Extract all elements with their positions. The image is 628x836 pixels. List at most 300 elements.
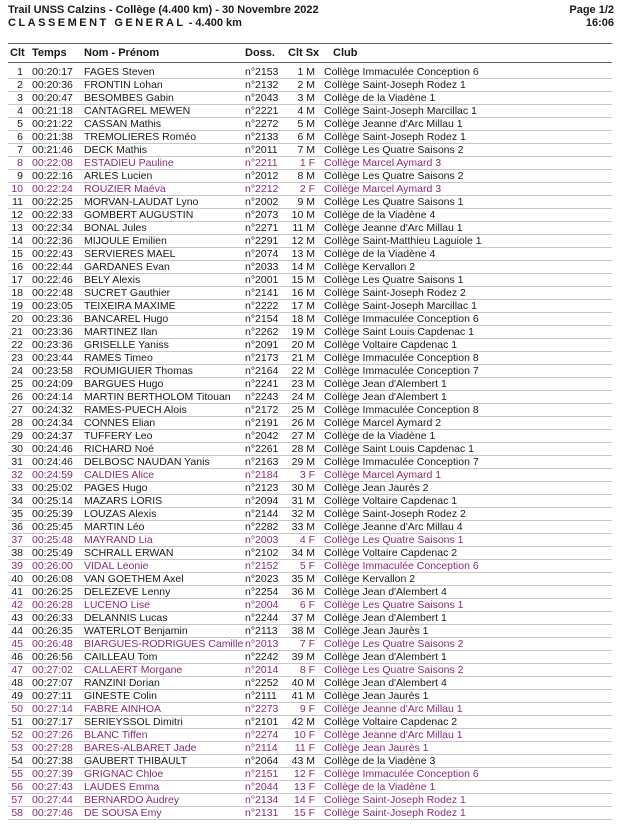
cell-nom: CAILLEAU Tom (84, 651, 158, 663)
cell-temps: 00:22:43 (32, 248, 73, 260)
cell-club: Collège Saint-Joseph Rodez 1 (324, 79, 466, 91)
cell-nom: SERVIERES MAEL (84, 248, 176, 260)
table-row (0, 586, 628, 599)
cell-club: Collège Les Quatre Saisons 1 (324, 599, 464, 611)
cell-temps: 00:22:16 (32, 170, 73, 182)
cell-doss: n°2134 (245, 794, 279, 806)
cell-cltsx: 29 M (291, 456, 315, 468)
cell-nom: BANCAREL Hugo (84, 313, 169, 325)
cell-temps: 00:22:44 (32, 261, 73, 273)
cell-cltsx: 21 M (291, 352, 315, 364)
cell-club: Collège Jeanne d'Arc Millau 4 (324, 521, 463, 533)
cell-temps: 00:27:38 (32, 755, 73, 767)
cell-doss: n°2291 (245, 235, 279, 247)
cell-club: Collège Les Quatre Saisons 2 (324, 664, 464, 676)
cell-nom: WATERLOT Benjamin (84, 625, 188, 637)
cell-club: Collège Saint-Joseph Rodez 1 (324, 794, 466, 806)
cell-clt: 13 (11, 222, 23, 234)
cell-nom: SERIEYSSOL Dimitri (84, 716, 183, 728)
cell-clt: 56 (11, 781, 23, 793)
cell-cltsx: 12 F (293, 768, 315, 780)
table-row (0, 378, 628, 391)
cell-cltsx: 7 M (297, 144, 315, 156)
cell-doss: n°2013 (245, 638, 279, 650)
table-row (0, 612, 628, 625)
cell-nom: SCHRALL ERWAN (84, 547, 174, 559)
table-row (0, 157, 628, 170)
cell-clt: 39 (11, 560, 23, 572)
cell-cltsx: 7 F (299, 638, 315, 650)
cell-club: Collège Les Quatre Saisons 2 (324, 144, 464, 156)
cell-cltsx: 17 M (291, 300, 315, 312)
cell-temps: 00:24:32 (32, 404, 73, 416)
table-row (0, 729, 628, 742)
cell-temps: 00:27:26 (32, 729, 73, 741)
print-time: 16:06 (585, 17, 614, 29)
cell-club: Collège Marcel Aymard 3 (324, 157, 442, 169)
table-row (0, 352, 628, 365)
cell-temps: 00:24:59 (32, 469, 73, 481)
cell-club: Collège Jeanne d'Arc Millau 1 (324, 222, 463, 234)
cell-doss: n°2154 (245, 313, 279, 325)
cell-nom: GINESTE Colin (84, 690, 157, 702)
cell-club: Collège Saint Louis Capdenac 1 (324, 443, 475, 455)
cell-cltsx: 23 M (291, 378, 315, 390)
table-row (0, 716, 628, 729)
cell-clt: 51 (11, 716, 23, 728)
cell-doss: n°2023 (245, 573, 279, 585)
cell-temps: 00:21:22 (32, 118, 73, 130)
table-row (0, 742, 628, 755)
table-row (0, 313, 628, 326)
cell-doss: n°2282 (245, 521, 279, 533)
cell-clt: 22 (11, 339, 23, 351)
table-row (0, 495, 628, 508)
cell-club: Collège Marcel Aymard 2 (324, 417, 442, 429)
cell-temps: 00:25:14 (32, 495, 73, 507)
cell-clt: 17 (11, 274, 23, 286)
cell-cltsx: 36 M (291, 586, 315, 598)
cell-cltsx: 12 M (291, 235, 315, 247)
cell-cltsx: 26 M (291, 417, 315, 429)
cell-clt: 28 (11, 417, 23, 429)
table-row (0, 222, 628, 235)
cell-cltsx: 27 M (291, 430, 315, 442)
cell-cltsx: 11 M (292, 222, 315, 234)
table-row (0, 755, 628, 768)
cell-doss: n°2261 (245, 443, 279, 455)
cell-doss: n°2064 (245, 755, 279, 767)
subtitle-spaced: CLASSEMENT GENERAL (8, 17, 186, 29)
cell-clt: 42 (11, 599, 23, 611)
cell-nom: FABRE AINHOA (84, 703, 162, 715)
cell-temps: 00:26:25 (32, 586, 73, 598)
cell-cltsx: 5 M (297, 118, 315, 130)
cell-clt: 20 (11, 313, 23, 325)
cell-clt: 53 (11, 742, 23, 754)
cell-clt: 52 (11, 729, 23, 741)
cell-doss: n°2274 (245, 729, 279, 741)
col-doss: Doss. (245, 47, 275, 59)
cell-clt: 1 (17, 66, 23, 78)
cell-doss: n°2042 (245, 430, 279, 442)
cell-clt: 14 (11, 235, 23, 247)
cell-doss: n°2131 (245, 807, 279, 819)
cell-temps: 00:27:14 (32, 703, 73, 715)
table-row (0, 118, 628, 131)
cell-nom: CONNES Elian (84, 417, 156, 429)
cell-clt: 30 (11, 443, 23, 455)
cell-doss: n°2091 (245, 339, 279, 351)
cell-temps: 00:27:46 (32, 807, 73, 819)
cell-doss: n°2252 (245, 677, 279, 689)
cell-clt: 32 (11, 469, 23, 481)
cell-nom: FRONTIN Lohan (84, 79, 163, 91)
cell-club: Collège Jean Jaurès 1 (324, 690, 429, 702)
cell-cltsx: 43 M (291, 755, 315, 767)
cell-nom: CANTAGREL MEWEN (84, 105, 191, 117)
cell-club: Collège Kervallon 2 (324, 573, 416, 585)
report-header-right (569, 4, 614, 30)
cell-cltsx: 10 F (293, 729, 315, 741)
cell-nom: BELY Alexis (84, 274, 141, 286)
cell-clt: 6 (17, 131, 23, 143)
cell-nom: CALDIES Alice (84, 469, 155, 481)
table-row (0, 625, 628, 638)
cell-temps: 00:23:05 (32, 300, 73, 312)
cell-temps: 00:25:48 (32, 534, 73, 546)
cell-temps: 00:25:49 (32, 547, 73, 559)
cell-clt: 23 (11, 352, 23, 364)
cell-temps: 00:27:17 (32, 716, 73, 728)
cell-doss: n°2184 (245, 469, 279, 481)
cell-club: Collège Les Quatre Saisons 1 (324, 534, 464, 546)
cell-club: Collège Les Quatre Saisons 1 (324, 196, 464, 208)
cell-nom: DELANNIS Lucas (84, 612, 168, 624)
cell-doss: n°2123 (245, 482, 279, 494)
cell-cltsx: 15 M (291, 274, 315, 286)
cell-doss: n°2094 (245, 495, 279, 507)
report-title: Trail UNSS Calzins - Collège (4.400 km) - 30 Novembre 2022 (8, 4, 319, 16)
page-number: Page 1/2 (569, 4, 614, 16)
table-row (0, 79, 628, 92)
cell-cltsx: 33 M (291, 521, 315, 533)
cell-doss: n°2113 (245, 625, 278, 637)
cell-club: Collège Jean d'Alembert 1 (324, 651, 447, 663)
header-rule-bottom (8, 62, 612, 63)
cell-nom: ESTADIEU Pauline (84, 157, 174, 169)
cell-cltsx: 32 M (291, 508, 315, 520)
table-row (0, 339, 628, 352)
cell-temps: 00:23:58 (32, 365, 73, 377)
cell-temps: 00:22:24 (32, 183, 73, 195)
cell-doss: n°2002 (245, 196, 279, 208)
table-row (0, 209, 628, 222)
table-row (0, 807, 628, 820)
cell-clt: 7 (17, 144, 23, 156)
table-row (0, 66, 628, 79)
cell-clt: 8 (17, 157, 23, 169)
cell-cltsx: 11 F (294, 742, 315, 754)
cell-doss: n°2163 (245, 456, 279, 468)
cell-doss: n°2222 (245, 300, 279, 312)
subtitle-tail: - 4.400 km (188, 17, 242, 29)
table-row (0, 274, 628, 287)
cell-temps: 00:27:43 (32, 781, 73, 793)
cell-doss: n°2073 (245, 209, 279, 221)
cell-club: Collège Immaculée Conception 6 (324, 66, 479, 78)
cell-temps: 00:24:46 (32, 443, 73, 455)
cell-club: Collège Saint-Joseph Rodez 2 (324, 287, 466, 299)
cell-clt: 46 (11, 651, 23, 663)
table-row (0, 638, 628, 651)
cell-cltsx: 8 F (299, 664, 315, 676)
cell-clt: 48 (11, 677, 23, 689)
cell-doss: n°2003 (245, 534, 279, 546)
cell-temps: 00:26:28 (32, 599, 73, 611)
cell-cltsx: 41 M (291, 690, 315, 702)
cell-club: Collège Voltaire Capdenac 2 (324, 547, 458, 559)
cell-nom: LOUZAS Alexis (84, 508, 157, 520)
cell-cltsx: 18 M (291, 313, 315, 325)
cell-doss: n°2241 (245, 378, 279, 390)
cell-club: Collège Jean d'Alembert 1 (324, 378, 447, 390)
cell-clt: 5 (17, 118, 23, 130)
cell-club: Collège Immaculée Conception 8 (324, 352, 479, 364)
cell-cltsx: 38 M (291, 625, 315, 637)
cell-club: Collège Saint-Joseph Rodez 1 (324, 807, 466, 819)
cell-cltsx: 30 M (291, 482, 315, 494)
table-row (0, 573, 628, 586)
table-row (0, 300, 628, 313)
cell-club: Collège Voltaire Capdenac 1 (324, 495, 458, 507)
cell-temps: 00:22:34 (32, 222, 73, 234)
cell-club: Collège Jean d'Alembert 4 (324, 586, 447, 598)
cell-nom: DELBOSC NAUDAN Yanis (84, 456, 210, 468)
col-club: Club (333, 47, 358, 59)
cell-cltsx: 22 M (291, 365, 315, 377)
cell-temps: 00:20:36 (32, 79, 73, 91)
cell-club: Collège Jean d'Alembert 4 (324, 677, 447, 689)
cell-clt: 2 (17, 79, 23, 91)
cell-nom: BIARGUES-RODRIGUES Camille (84, 638, 244, 650)
cell-nom: MIJOULE Emilien (84, 235, 167, 247)
cell-cltsx: 35 M (291, 573, 315, 585)
cell-cltsx: 3 F (299, 469, 315, 481)
cell-club: Collège Jean Jaurès 2 (324, 482, 429, 494)
col-cltsx: Clt Sx (288, 47, 320, 59)
cell-club: Collège Immaculée Conception 6 (324, 560, 479, 572)
cell-doss: n°2221 (245, 105, 279, 117)
table-row (0, 768, 628, 781)
cell-club: Collège Jeanne d'Arc Millau 1 (324, 729, 463, 741)
table-row (0, 430, 628, 443)
cell-doss: n°2152 (245, 560, 279, 572)
cell-temps: 00:25:02 (32, 482, 73, 494)
cell-club: Collège Marcel Aymard 1 (324, 469, 442, 481)
cell-clt: 50 (11, 703, 23, 715)
cell-clt: 9 (17, 170, 23, 182)
table-row (0, 235, 628, 248)
cell-nom: BLANC Tiffen (84, 729, 148, 741)
cell-temps: 00:22:36 (32, 235, 73, 247)
cell-temps: 00:26:33 (32, 612, 73, 624)
table-row (0, 599, 628, 612)
cell-temps: 00:26:35 (32, 625, 73, 637)
cell-temps: 00:27:11 (32, 690, 73, 702)
table-row (0, 443, 628, 456)
cell-doss: n°2273 (245, 703, 279, 715)
cell-clt: 35 (11, 508, 23, 520)
table-row (0, 261, 628, 274)
cell-temps: 00:24:09 (32, 378, 73, 390)
cell-clt: 29 (11, 430, 23, 442)
cell-cltsx: 14 M (291, 261, 315, 273)
cell-nom: GRIGNAC Chloe (84, 768, 164, 780)
table-row (0, 690, 628, 703)
cell-doss: n°2001 (245, 274, 279, 286)
row-separator (8, 819, 612, 820)
cell-doss: n°2074 (245, 248, 279, 260)
col-clt: Clt (10, 47, 25, 59)
cell-clt: 15 (11, 248, 23, 260)
cell-doss: n°2151 (245, 768, 279, 780)
cell-cltsx: 19 M (291, 326, 315, 338)
cell-nom: RAMES-PUECH Alois (84, 404, 187, 416)
cell-clt: 41 (11, 586, 23, 598)
cell-nom: TREMOLIERES Roméo (84, 131, 197, 143)
cell-nom: SUCRET Gauthier (84, 287, 171, 299)
report-subtitle (8, 17, 319, 30)
cell-nom: LUCENO Lise (84, 599, 150, 611)
cell-temps: 00:21:46 (32, 144, 73, 156)
col-nom: Nom - Prénom (84, 47, 160, 59)
cell-nom: TEIXEIRA MAXIME (84, 300, 176, 312)
cell-cltsx: 28 M (291, 443, 315, 455)
table-row (0, 469, 628, 482)
cell-club: Collège Voltaire Capdenac 1 (324, 339, 458, 351)
cell-temps: 00:22:25 (32, 196, 73, 208)
cell-doss: n°2043 (245, 92, 279, 104)
cell-cltsx: 6 F (299, 599, 315, 611)
cell-temps: 00:27:44 (32, 794, 73, 806)
cell-club: Collège Jeanne d'Arc Millau 1 (324, 118, 463, 130)
table-row (0, 560, 628, 573)
table-row (0, 456, 628, 469)
cell-clt: 58 (11, 807, 23, 819)
cell-cltsx: 13 M (291, 248, 315, 260)
cell-cltsx: 5 F (299, 560, 315, 572)
cell-club: Collège Jean Jaurès 1 (324, 742, 429, 754)
table-row (0, 664, 628, 677)
table-row (0, 196, 628, 209)
cell-doss: n°2244 (245, 612, 279, 624)
cell-cltsx: 34 M (291, 547, 315, 559)
cell-club: Collège Les Quatre Saisons 2 (324, 170, 464, 182)
cell-nom: PAGES Hugo (84, 482, 148, 494)
cell-cltsx: 16 M (291, 287, 315, 299)
table-row (0, 131, 628, 144)
cell-clt: 37 (11, 534, 23, 546)
table-row (0, 521, 628, 534)
cell-temps: 00:25:39 (32, 508, 73, 520)
report-header (8, 4, 319, 30)
cell-doss: n°2033 (245, 261, 279, 273)
table-row (0, 144, 628, 157)
cell-temps: 00:24:14 (32, 391, 73, 403)
cell-doss: n°2133 (245, 131, 279, 143)
cell-nom: RANZINI Dorian (84, 677, 160, 689)
cell-cltsx: 2 M (297, 79, 315, 91)
cell-nom: GARDANES Evan (84, 261, 170, 273)
cell-temps: 00:26:48 (32, 638, 73, 650)
cell-club: Collège Voltaire Capdenac 2 (324, 716, 458, 728)
cell-cltsx: 20 M (291, 339, 315, 351)
cell-doss: n°2211 (245, 157, 278, 169)
cell-doss: n°2144 (245, 508, 279, 520)
cell-nom: BESOMBES Gabin (84, 92, 174, 104)
table-row (0, 677, 628, 690)
table-row (0, 248, 628, 261)
cell-nom: BARES-ALBARET Jade (84, 742, 197, 754)
cell-club: Collège Saint-Joseph Marcillac 1 (324, 300, 477, 312)
cell-nom: BERNARDO Audrey (84, 794, 180, 806)
cell-temps: 00:24:46 (32, 456, 73, 468)
cell-temps: 00:26:00 (32, 560, 73, 572)
cell-clt: 19 (11, 300, 23, 312)
col-temps: Temps (32, 47, 67, 59)
cell-club: Collège Immaculée Conception 6 (324, 768, 479, 780)
cell-cltsx: 2 F (299, 183, 315, 195)
cell-nom: FAGES Steven (84, 66, 155, 78)
cell-temps: 00:23:36 (32, 339, 73, 351)
cell-cltsx: 13 F (293, 781, 315, 793)
cell-clt: 3 (17, 92, 23, 104)
cell-cltsx: 6 M (297, 131, 315, 143)
cell-doss: n°2173 (245, 352, 279, 364)
cell-clt: 36 (11, 521, 23, 533)
cell-clt: 10 (11, 183, 23, 195)
cell-nom: GOMBERT AUGUSTIN (84, 209, 194, 221)
table-row (0, 170, 628, 183)
cell-temps: 00:20:47 (32, 92, 73, 104)
cell-cltsx: 42 M (291, 716, 315, 728)
cell-club: Collège Immaculée Conception 7 (324, 456, 479, 468)
cell-doss: n°2242 (245, 651, 279, 663)
table-row (0, 391, 628, 404)
cell-cltsx: 25 M (291, 404, 315, 416)
cell-doss: n°2172 (245, 404, 279, 416)
cell-temps: 00:20:17 (32, 66, 73, 78)
cell-doss: n°2044 (245, 781, 279, 793)
cell-nom: ROUMIGUIER Thomas (84, 365, 193, 377)
cell-club: Collège Saint-Joseph Rodez 1 (324, 131, 466, 143)
table-row (0, 326, 628, 339)
cell-cltsx: 31 M (291, 495, 315, 507)
cell-nom: BARGUES Hugo (84, 378, 164, 390)
cell-cltsx: 1 M (297, 66, 315, 78)
cell-temps: 00:23:36 (32, 313, 73, 325)
cell-club: Collège de la Viadène 3 (324, 755, 436, 767)
cell-clt: 12 (11, 209, 23, 221)
table-row (0, 105, 628, 118)
cell-club: Collège Jean Jaurès 1 (324, 625, 429, 637)
cell-clt: 34 (11, 495, 23, 507)
cell-cltsx: 40 M (291, 677, 315, 689)
table-row (0, 508, 628, 521)
table-row (0, 365, 628, 378)
cell-clt: 11 (12, 196, 23, 208)
